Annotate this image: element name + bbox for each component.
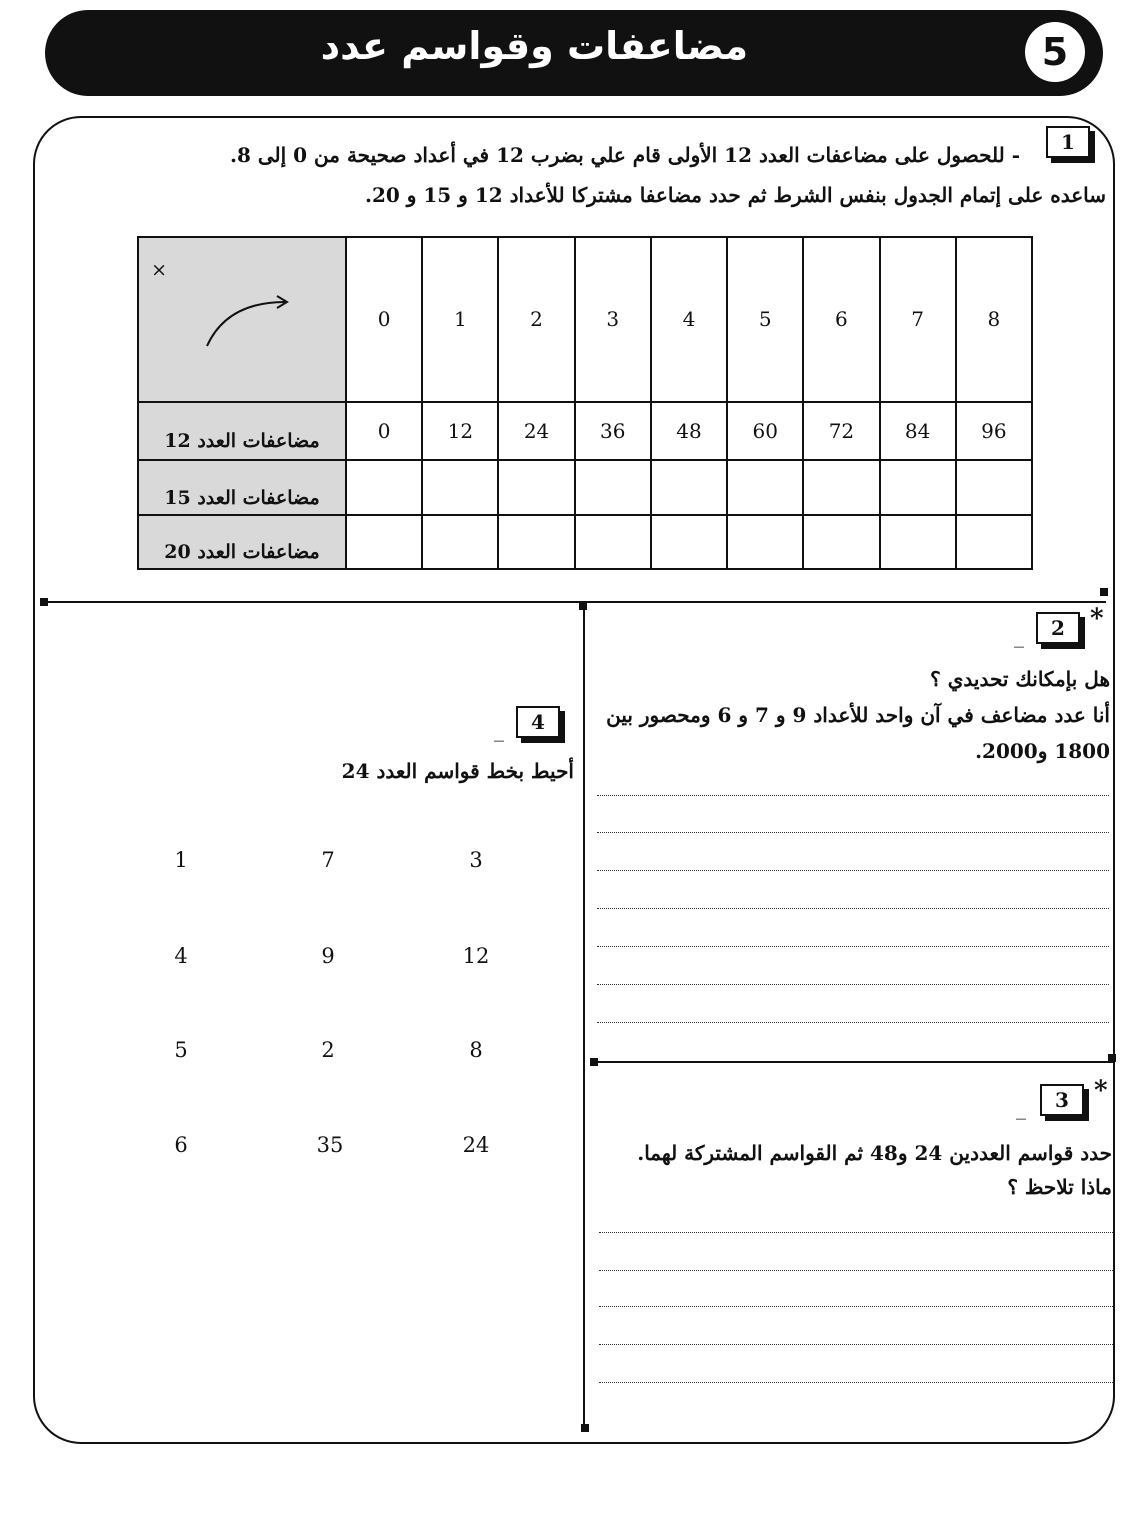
table-row bbox=[138, 515, 1032, 569]
divisor-candidate[interactable]: 12 bbox=[462, 944, 490, 968]
table-row bbox=[138, 460, 1032, 514]
exercise-4-instruction: أحيط بخط قواسم العدد 24 bbox=[341, 759, 574, 783]
answer-line[interactable] bbox=[599, 1382, 1113, 1383]
row-label: مضاعفات العدد 15 bbox=[138, 460, 346, 514]
answer-cell[interactable] bbox=[651, 515, 727, 569]
answer-cell[interactable] bbox=[727, 515, 803, 569]
answer-cell[interactable] bbox=[498, 460, 574, 514]
answer-cell[interactable] bbox=[651, 460, 727, 514]
table-cell: 96 bbox=[956, 402, 1032, 460]
answer-line[interactable] bbox=[599, 1306, 1113, 1307]
multiples-table bbox=[137, 236, 1033, 570]
multiplier-cell: 1 bbox=[422, 237, 498, 402]
multiplier-cell: 5 bbox=[727, 237, 803, 402]
table-cell: 12 bbox=[422, 402, 498, 460]
divider-end-marker bbox=[581, 1424, 589, 1432]
answer-line[interactable] bbox=[599, 1344, 1113, 1345]
divisor-candidate[interactable]: 35 bbox=[316, 1133, 344, 1157]
answer-cell[interactable] bbox=[346, 460, 422, 514]
answer-cell[interactable] bbox=[575, 515, 651, 569]
answer-cell[interactable] bbox=[880, 515, 956, 569]
divisor-candidate[interactable]: 8 bbox=[469, 1038, 483, 1062]
exercise-1-number: 1 bbox=[1046, 126, 1090, 158]
answer-cell[interactable] bbox=[575, 460, 651, 514]
multiply-symbol: × bbox=[151, 259, 167, 281]
answer-line[interactable] bbox=[597, 870, 1109, 871]
exercise-2-line-1: أنا عدد مضاعف في آن واحد للأعداد 9 و 7 و 6 ومحصور بين bbox=[606, 703, 1110, 727]
exercise-3-number: 3 bbox=[1040, 1084, 1084, 1116]
star-icon: * bbox=[1094, 1076, 1108, 1106]
page-title: مضاعفات وقواسم عدد bbox=[320, 24, 748, 68]
table-cell: 48 bbox=[651, 402, 727, 460]
exercise-3-line-2: ماذا تلاحظ ؟ bbox=[1007, 1175, 1112, 1199]
exercise-2-question: هل بإمكانك تحديدي ؟ bbox=[930, 667, 1110, 691]
header-banner bbox=[45, 10, 1103, 96]
answer-line[interactable] bbox=[597, 908, 1109, 909]
exercise-1-line-2: ساعده على إتمام الجدول بنفس الشرط ثم حدد مضاعفا مشتركا للأعداد 12 و 15 و 20. bbox=[364, 183, 1106, 207]
divider-end-marker bbox=[1108, 1054, 1116, 1062]
divider-end-marker bbox=[579, 602, 587, 610]
answer-cell[interactable] bbox=[422, 460, 498, 514]
exercise-1-line-1: - للحصول على مضاعفات العدد 12 الأولى قام علي بضرب 12 في أعداد صحيحة من 0 إلى 8. bbox=[230, 143, 1020, 167]
multiplier-cell: 8 bbox=[956, 237, 1032, 402]
multiplier-cell: 4 bbox=[651, 237, 727, 402]
multiplier-cell: 0 bbox=[346, 237, 422, 402]
answer-line[interactable] bbox=[597, 832, 1109, 833]
exercise-2-line-2: 1800 و2000. bbox=[975, 739, 1110, 763]
vertical-divider bbox=[583, 604, 585, 1430]
answer-cell[interactable] bbox=[498, 515, 574, 569]
answer-cell[interactable] bbox=[346, 515, 422, 569]
divisor-candidate[interactable]: 9 bbox=[321, 944, 335, 968]
table-cell: 60 bbox=[727, 402, 803, 460]
divisor-candidate[interactable]: 3 bbox=[469, 848, 483, 872]
answer-cell[interactable] bbox=[803, 460, 879, 514]
dash-marker: _ bbox=[1014, 624, 1024, 648]
table-cell: 72 bbox=[803, 402, 879, 460]
multiplier-cell: 3 bbox=[575, 237, 651, 402]
answer-cell[interactable] bbox=[956, 515, 1032, 569]
horizontal-divider bbox=[594, 1061, 1114, 1063]
divisor-candidate[interactable]: 4 bbox=[174, 944, 188, 968]
horizontal-divider bbox=[44, 601, 1106, 603]
multiplier-cell: 2 bbox=[498, 237, 574, 402]
row-label: مضاعفات العدد 12 bbox=[138, 402, 346, 460]
chapter-number-badge: 5 bbox=[1025, 22, 1085, 82]
divisor-candidate[interactable]: 1 bbox=[174, 848, 188, 872]
star-icon: * bbox=[1090, 604, 1104, 634]
table-cell: 84 bbox=[880, 402, 956, 460]
dash-marker: _ bbox=[494, 718, 504, 742]
answer-line[interactable] bbox=[597, 984, 1109, 985]
table-cell: 0 bbox=[346, 402, 422, 460]
exercise-3-line-1: حدد قواسم العددين 24 و48 ثم القواسم المشتركة لهما. bbox=[637, 1141, 1112, 1165]
answer-cell[interactable] bbox=[803, 515, 879, 569]
answer-line[interactable] bbox=[597, 795, 1109, 796]
answer-line[interactable] bbox=[597, 946, 1109, 947]
answer-cell[interactable] bbox=[880, 460, 956, 514]
multiplier-cell: 6 bbox=[803, 237, 879, 402]
corner-cell bbox=[138, 237, 346, 402]
answer-line[interactable] bbox=[599, 1232, 1113, 1233]
curved-arrow-icon bbox=[167, 282, 317, 352]
answer-cell[interactable] bbox=[727, 460, 803, 514]
divider-end-marker bbox=[590, 1058, 598, 1066]
table-row bbox=[138, 237, 1032, 402]
divisor-candidate[interactable]: 7 bbox=[321, 848, 335, 872]
table-cell: 24 bbox=[498, 402, 574, 460]
multiplier-cell: 7 bbox=[880, 237, 956, 402]
row-label: مضاعفات العدد 20 bbox=[138, 515, 346, 569]
table-row bbox=[138, 402, 1032, 460]
answer-line[interactable] bbox=[597, 1022, 1109, 1023]
divisor-candidate[interactable]: 24 bbox=[462, 1133, 490, 1157]
exercise-2-number: 2 bbox=[1036, 612, 1080, 644]
answer-cell[interactable] bbox=[422, 515, 498, 569]
answer-line[interactable] bbox=[599, 1270, 1113, 1271]
divider-end-marker bbox=[1100, 588, 1108, 596]
divisor-candidate[interactable]: 6 bbox=[174, 1133, 188, 1157]
table-cell: 36 bbox=[575, 402, 651, 460]
answer-cell[interactable] bbox=[956, 460, 1032, 514]
divider-end-marker bbox=[40, 598, 48, 606]
dash-marker: _ bbox=[1016, 1096, 1026, 1120]
exercise-4-number: 4 bbox=[516, 706, 560, 738]
divisor-candidate[interactable]: 5 bbox=[174, 1038, 188, 1062]
divisor-candidate[interactable]: 2 bbox=[321, 1038, 335, 1062]
